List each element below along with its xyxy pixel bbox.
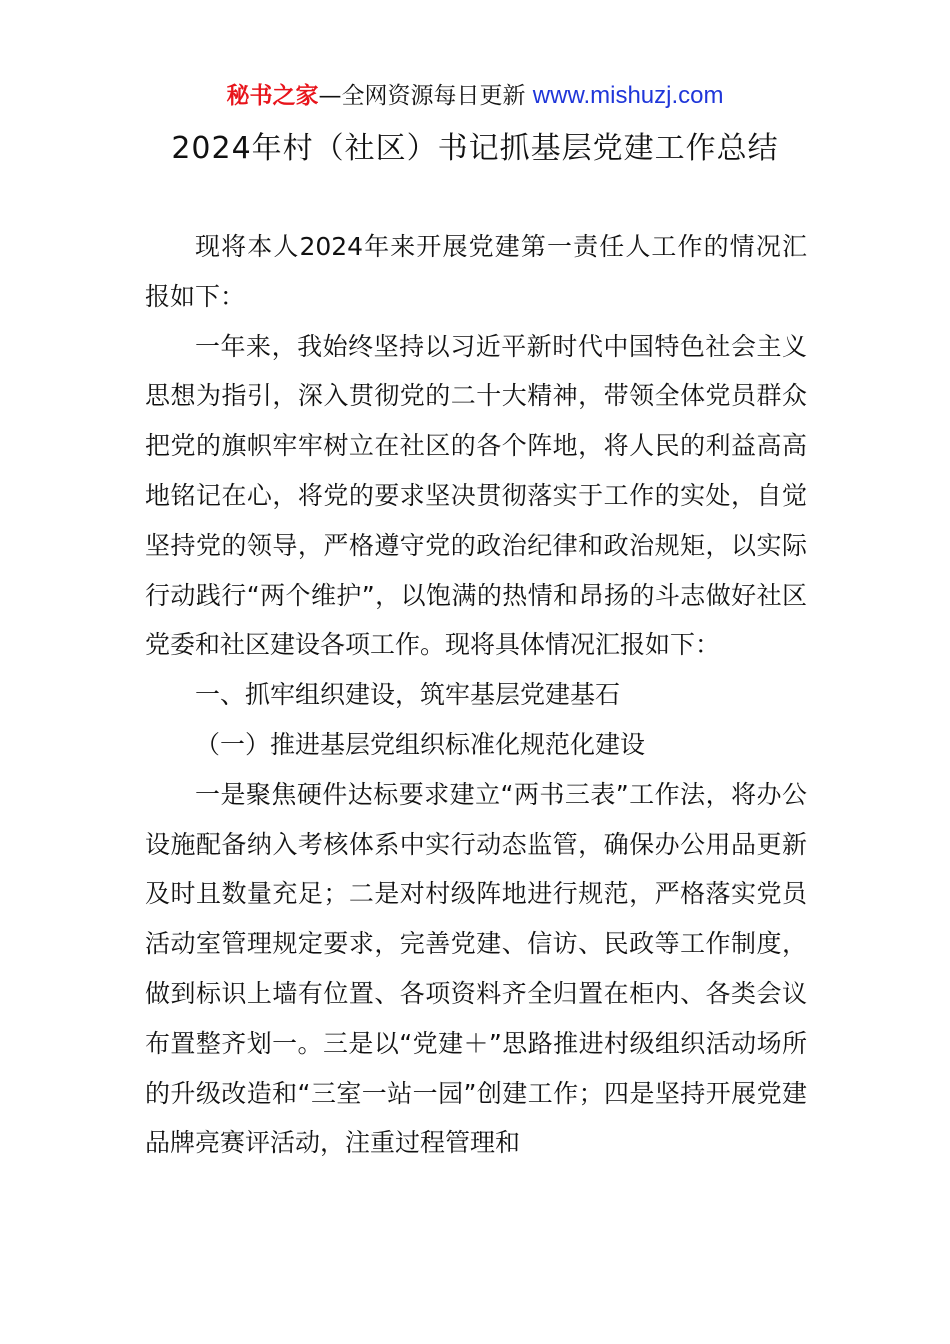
- site-brand: 秘书之家: [226, 83, 319, 109]
- overview-paragraph: 一年来，我始终坚持以习近平新时代中国特色社会主义思想为指引，深入贯彻党的二十大精神，带领全体党员群众把党的旗帜牢牢树立在社区的各个阵地，将人民的利益高高地铭记在心，将党的要求坚决贯彻落实于工作的实处，自觉坚持党的领导，严格遵守党的政治纪律和政治规矩，以实际行动践行“两个维护”，以饱满的热情和昂扬的斗志做好社区党委和社区建设各项工作。现将具体情况汇报如下：: [145, 331, 807, 660]
- section-heading-1: 一、抓牢组织建设，筑牢基层党建基石: [195, 680, 621, 710]
- document-title: 2024年村（社区）书记抓基层党建工作总结: [171, 131, 779, 166]
- detail-paragraph: 一是聚焦硬件达标要求建立“两书三表”工作法，将办公设施配备纳入考核体系中实行动态监管，确保办公用品更新及时且数量充足；二是对村级阵地进行规范，严格落实党员活动室管理规定要求，完善党建、信访、民政等工作制度，做到标识上墙有位置、各项资料齐全归置在柜内、各类会议布置整齐划一。三是以“党建＋”思路推进村级组织活动场所的升级改造和“三室一站一园”创建工作；四是坚持开展党建品牌亮赛评活动，注重过程管理和: [145, 779, 807, 1158]
- document-body: [145, 222, 807, 1168]
- subsection-heading-1: （一）推进基层党组织标准化规范化建设: [195, 729, 646, 759]
- intro-paragraph: 现将本人2024年来开展党建第一责任人工作的情况汇报如下：: [145, 232, 807, 311]
- site-header: [0, 80, 950, 112]
- site-url-link[interactable]: www.mishuzj.com: [532, 82, 724, 109]
- site-tagline: —全网资源每日更新: [318, 83, 526, 109]
